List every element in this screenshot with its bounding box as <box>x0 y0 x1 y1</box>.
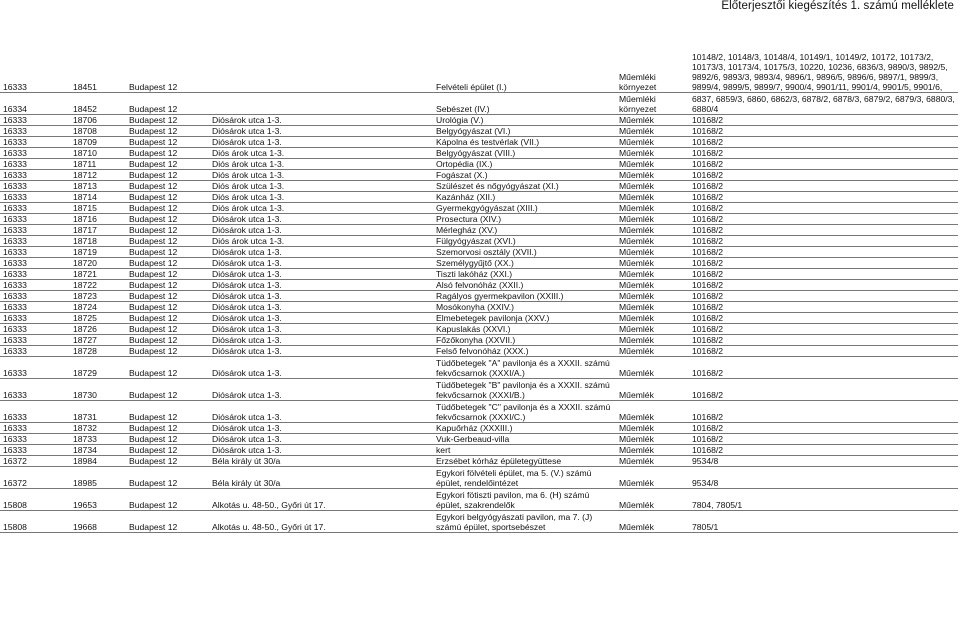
settlement-cell: Budapest 12 <box>126 159 209 170</box>
building-name-cell: Kazánház (XII.) <box>433 192 616 203</box>
protection-type-cell: Műemlék <box>616 335 689 346</box>
district-id-cell: 16333 <box>0 170 70 181</box>
address-cell: Diós árok utca 1-3. <box>209 148 433 159</box>
record-id-cell: 18723 <box>70 291 126 302</box>
address-cell: Diósárok utca 1-3. <box>209 379 433 401</box>
building-name-cell: Fülgyógyászat (XVI.) <box>433 236 616 247</box>
table-row <box>0 291 958 302</box>
table-row <box>0 126 958 137</box>
protection-type-cell: Műemlék <box>616 225 689 236</box>
building-name-cell: Alsó felvonóház (XXII.) <box>433 280 616 291</box>
address-cell: Diósárok utca 1-3. <box>209 445 433 456</box>
record-id-cell: 18714 <box>70 192 126 203</box>
address-cell: Diósárok utca 1-3. <box>209 291 433 302</box>
address-cell: Diósárok utca 1-3. <box>209 280 433 291</box>
settlement-cell: Budapest 12 <box>126 192 209 203</box>
table-row <box>0 159 958 170</box>
building-name-cell: Belgyógyászat (VI.) <box>433 126 616 137</box>
building-name-cell: Sebészet (IV.) <box>433 93 616 115</box>
district-id-cell: 16333 <box>0 335 70 346</box>
parcel-numbers-cell: 7805/1 <box>689 511 958 533</box>
protection-type-cell: Műemlék <box>616 170 689 181</box>
protection-type-cell: Műemlék <box>616 192 689 203</box>
settlement-cell: Budapest 12 <box>126 401 209 423</box>
parcel-numbers-cell: 9534/8 <box>689 467 958 489</box>
parcel-numbers-cell: 10168/2 <box>689 346 958 357</box>
settlement-cell: Budapest 12 <box>126 357 209 379</box>
table-row <box>0 489 958 511</box>
settlement-cell: Budapest 12 <box>126 467 209 489</box>
address-cell: Alkotás u. 48-50., Győri út 17. <box>209 511 433 533</box>
record-id-cell: 18710 <box>70 148 126 159</box>
record-id-cell: 18452 <box>70 93 126 115</box>
parcel-numbers-cell: 10168/2 <box>689 159 958 170</box>
settlement-cell: Budapest 12 <box>126 203 209 214</box>
building-name-cell: Kapuőrház (XXXIII.) <box>433 423 616 434</box>
record-id-cell: 18726 <box>70 324 126 335</box>
protection-type-cell: Műemlék <box>616 148 689 159</box>
table-row <box>0 346 958 357</box>
settlement-cell: Budapest 12 <box>126 346 209 357</box>
district-id-cell: 15808 <box>0 511 70 533</box>
settlement-cell: Budapest 12 <box>126 32 209 93</box>
settlement-cell: Budapest 12 <box>126 269 209 280</box>
parcel-numbers-cell: 10148/2, 10148/3, 10148/4, 10149/1, 10149/2, 10172, 10173/2, 10173/3, 10173/4, 10175/3, 10220, 10236, 6836/3, 9890/3, 9892/5, 9892/6, 9893/3, 9893/4, 9896/1, 9896/5, 9896/6, 9897/1, 9899/3, 9899/4, 9899/5, 9899/7, 9900/4, 9901/11, 9901/4, 9901/5, 9901/6, <box>689 32 958 93</box>
table-row <box>0 115 958 126</box>
district-id-cell: 16333 <box>0 445 70 456</box>
district-id-cell: 16333 <box>0 401 70 423</box>
settlement-cell: Budapest 12 <box>126 324 209 335</box>
district-id-cell: 16333 <box>0 291 70 302</box>
protection-type-cell: Műemlék <box>616 181 689 192</box>
table-row <box>0 214 958 225</box>
parcel-numbers-cell: 10168/2 <box>689 170 958 181</box>
district-id-cell: 16333 <box>0 32 70 93</box>
parcel-numbers-cell: 10168/2 <box>689 379 958 401</box>
building-name-cell: Mérlegház (XV.) <box>433 225 616 236</box>
building-name-cell: Ragályos gyermekpavilon (XXIII.) <box>433 291 616 302</box>
table-row <box>0 280 958 291</box>
address-cell: Diós árok utca 1-3. <box>209 192 433 203</box>
parcel-numbers-cell: 10168/2 <box>689 126 958 137</box>
protection-type-cell: Műemlék <box>616 456 689 467</box>
record-id-cell: 18711 <box>70 159 126 170</box>
parcel-numbers-cell: 10168/2 <box>689 247 958 258</box>
district-id-cell: 16333 <box>0 126 70 137</box>
record-id-cell: 18727 <box>70 335 126 346</box>
district-id-cell: 16333 <box>0 269 70 280</box>
table-row <box>0 445 958 456</box>
record-id-cell: 18712 <box>70 170 126 181</box>
address-cell: Diósárok utca 1-3. <box>209 269 433 280</box>
district-id-cell: 16333 <box>0 247 70 258</box>
record-id-cell: 18713 <box>70 181 126 192</box>
record-id-cell: 18722 <box>70 280 126 291</box>
settlement-cell: Budapest 12 <box>126 225 209 236</box>
settlement-cell: Budapest 12 <box>126 423 209 434</box>
table-row <box>0 181 958 192</box>
address-cell: Diósárok utca 1-3. <box>209 346 433 357</box>
settlement-cell: Budapest 12 <box>126 445 209 456</box>
record-id-cell: 19653 <box>70 489 126 511</box>
parcel-numbers-cell: 10168/2 <box>689 324 958 335</box>
district-id-cell: 16333 <box>0 346 70 357</box>
settlement-cell: Budapest 12 <box>126 379 209 401</box>
protection-type-cell: Műemlék <box>616 379 689 401</box>
protection-type-cell: Műemlék <box>616 115 689 126</box>
parcel-numbers-cell: 10168/2 <box>689 214 958 225</box>
settlement-cell: Budapest 12 <box>126 335 209 346</box>
record-id-cell: 18984 <box>70 456 126 467</box>
address-cell: Diós árok utca 1-3. <box>209 181 433 192</box>
protection-type-cell: Műemlék <box>616 236 689 247</box>
district-id-cell: 16333 <box>0 236 70 247</box>
protection-type-cell: Műemlék <box>616 423 689 434</box>
protection-type-cell: Műemlék <box>616 247 689 258</box>
address-cell: Diósárok utca 1-3. <box>209 401 433 423</box>
table-row <box>0 225 958 236</box>
district-id-cell: 16333 <box>0 181 70 192</box>
settlement-cell: Budapest 12 <box>126 258 209 269</box>
building-name-cell: Fogászat (X.) <box>433 170 616 181</box>
district-id-cell: 16333 <box>0 280 70 291</box>
protection-type-cell: Műemlék <box>616 401 689 423</box>
table-row <box>0 324 958 335</box>
parcel-numbers-cell: 10168/2 <box>689 258 958 269</box>
table-row <box>0 467 958 489</box>
table-row <box>0 379 958 401</box>
address-cell: Diósárok utca 1-3. <box>209 225 433 236</box>
building-name-cell: Kápolna és testvérlak (VII.) <box>433 137 616 148</box>
building-name-cell: Szülészet és nőgyógyászat (XI.) <box>433 181 616 192</box>
building-name-cell: Urológia (V.) <box>433 115 616 126</box>
parcel-numbers-cell: 10168/2 <box>689 236 958 247</box>
record-id-cell: 18718 <box>70 236 126 247</box>
building-name-cell: Kapuslakás (XXVI.) <box>433 324 616 335</box>
settlement-cell: Budapest 12 <box>126 170 209 181</box>
district-id-cell: 16333 <box>0 203 70 214</box>
table-row <box>0 357 958 379</box>
record-id-cell: 18709 <box>70 137 126 148</box>
record-id-cell: 18731 <box>70 401 126 423</box>
record-id-cell: 18717 <box>70 225 126 236</box>
parcel-numbers-cell: 10168/2 <box>689 115 958 126</box>
record-id-cell: 18733 <box>70 434 126 445</box>
address-cell: Diósárok utca 1-3. <box>209 335 433 346</box>
record-id-cell: 18985 <box>70 467 126 489</box>
building-name-cell: Ortopédia (IX.) <box>433 159 616 170</box>
table-row <box>0 247 958 258</box>
building-name-cell: Tüdőbetegek "A" pavilonja és a XXXII. számú fekvőcsarnok (XXXI/A.) <box>433 357 616 379</box>
address-cell: Béla király út 30/a <box>209 456 433 467</box>
address-cell: Diósárok utca 1-3. <box>209 434 433 445</box>
address-cell: Diós árok utca 1-3. <box>209 203 433 214</box>
settlement-cell: Budapest 12 <box>126 181 209 192</box>
district-id-cell: 16333 <box>0 115 70 126</box>
record-id-cell: 18720 <box>70 258 126 269</box>
parcel-numbers-cell: 10168/2 <box>689 335 958 346</box>
protection-type-cell: Műemlék <box>616 434 689 445</box>
record-id-cell: 18734 <box>70 445 126 456</box>
protection-type-cell: Műemlék <box>616 159 689 170</box>
district-id-cell: 16333 <box>0 148 70 159</box>
table-row <box>0 236 958 247</box>
building-name-cell: Felvételi épület (I.) <box>433 32 616 93</box>
parcel-numbers-cell: 10168/2 <box>689 313 958 324</box>
building-name-cell: Tüdőbetegek "C" pavilonja és a XXXII. számú fekvőcsarnok (XXXI/C.) <box>433 401 616 423</box>
parcel-numbers-cell: 10168/2 <box>689 401 958 423</box>
protection-type-cell: Műemlék <box>616 203 689 214</box>
address-cell: Diósárok utca 1-3. <box>209 137 433 148</box>
building-name-cell: Mosókonyha (XXIV.) <box>433 302 616 313</box>
protection-type-cell: Műemlék <box>616 467 689 489</box>
district-id-cell: 16333 <box>0 192 70 203</box>
address-cell: Diósárok utca 1-3. <box>209 258 433 269</box>
record-id-cell: 19668 <box>70 511 126 533</box>
parcel-numbers-cell: 10168/2 <box>689 280 958 291</box>
address-cell: Diósárok utca 1-3. <box>209 247 433 258</box>
settlement-cell: Budapest 12 <box>126 148 209 159</box>
building-name-cell: Prosectura (XIV.) <box>433 214 616 225</box>
record-id-cell: 18715 <box>70 203 126 214</box>
address-cell: Diósárok utca 1-3. <box>209 357 433 379</box>
parcel-numbers-cell: 10168/2 <box>689 357 958 379</box>
record-id-cell: 18724 <box>70 302 126 313</box>
record-id-cell: 18721 <box>70 269 126 280</box>
monument-table <box>0 32 958 533</box>
protection-type-cell: Műemlék <box>616 126 689 137</box>
table-row <box>0 423 958 434</box>
protection-type-cell: Műemlék <box>616 214 689 225</box>
address-cell: Diósárok utca 1-3. <box>209 302 433 313</box>
address-cell: Diósárok utca 1-3. <box>209 423 433 434</box>
building-name-cell: Erzsébet kórház épületegyüttese <box>433 456 616 467</box>
record-id-cell: 18725 <box>70 313 126 324</box>
table-row <box>0 401 958 423</box>
address-cell: Diós árok utca 1-3. <box>209 170 433 181</box>
record-id-cell: 18732 <box>70 423 126 434</box>
table-body <box>0 32 958 533</box>
protection-type-cell: Műemlék <box>616 445 689 456</box>
building-name-cell: Személygyűjtő (XX.) <box>433 258 616 269</box>
parcel-numbers-cell: 10168/2 <box>689 434 958 445</box>
building-name-cell: Felső felvonóház (XXX.) <box>433 346 616 357</box>
table-row <box>0 148 958 159</box>
protection-type-cell: Műemlék <box>616 346 689 357</box>
building-name-cell: kert <box>433 445 616 456</box>
table-row <box>0 511 958 533</box>
settlement-cell: Budapest 12 <box>126 456 209 467</box>
parcel-numbers-cell: 10168/2 <box>689 137 958 148</box>
address-cell: Diósárok utca 1-3. <box>209 115 433 126</box>
parcel-numbers-cell: 10168/2 <box>689 203 958 214</box>
address-cell: Diósárok utca 1-3. <box>209 313 433 324</box>
table-row <box>0 170 958 181</box>
protection-type-cell: Műemlék <box>616 269 689 280</box>
record-id-cell: 18730 <box>70 379 126 401</box>
building-name-cell: Főzőkonyha (XXVII.) <box>433 335 616 346</box>
settlement-cell: Budapest 12 <box>126 236 209 247</box>
protection-type-cell: Műemlék <box>616 489 689 511</box>
district-id-cell: 16334 <box>0 93 70 115</box>
record-id-cell: 18716 <box>70 214 126 225</box>
district-id-cell: 16372 <box>0 456 70 467</box>
address-cell: Alkotás u. 48-50., Győri út 17. <box>209 489 433 511</box>
table-row <box>0 258 958 269</box>
protection-type-cell: Műemlék <box>616 324 689 335</box>
building-name-cell: Tüdőbetegek "B" pavilonja és a XXXII. számú fekvőcsarnok (XXXI/B.) <box>433 379 616 401</box>
protection-type-cell: Műemlék <box>616 280 689 291</box>
settlement-cell: Budapest 12 <box>126 489 209 511</box>
settlement-cell: Budapest 12 <box>126 280 209 291</box>
address-cell <box>209 32 433 93</box>
table-row <box>0 434 958 445</box>
protection-type-cell: Műemlék <box>616 291 689 302</box>
parcel-numbers-cell: 6837, 6859/3, 6860, 6862/3, 6878/2, 6878/3, 6879/2, 6879/3, 6880/3, 6880/4 <box>689 93 958 115</box>
protection-type-cell: Műemléki környezet <box>616 32 689 93</box>
building-name-cell: Tiszti lakóház (XXI.) <box>433 269 616 280</box>
district-id-cell: 15808 <box>0 489 70 511</box>
district-id-cell: 16333 <box>0 258 70 269</box>
settlement-cell: Budapest 12 <box>126 302 209 313</box>
record-id-cell: 18708 <box>70 126 126 137</box>
settlement-cell: Budapest 12 <box>126 434 209 445</box>
address-cell: Diósárok utca 1-3. <box>209 214 433 225</box>
district-id-cell: 16333 <box>0 225 70 236</box>
building-name-cell: Gyermekgyógyászat (XIII.) <box>433 203 616 214</box>
address-cell: Diós árok utca 1-3. <box>209 159 433 170</box>
parcel-numbers-cell: 10168/2 <box>689 225 958 236</box>
protection-type-cell: Műemlék <box>616 258 689 269</box>
parcel-numbers-cell: 10168/2 <box>689 181 958 192</box>
settlement-cell: Budapest 12 <box>126 291 209 302</box>
settlement-cell: Budapest 12 <box>126 214 209 225</box>
protection-type-cell: Műemlék <box>616 511 689 533</box>
settlement-cell: Budapest 12 <box>126 511 209 533</box>
building-name-cell: Egykori belgyógyászati pavilon, ma 7. (J) számú épület, sportsebészet <box>433 511 616 533</box>
building-name-cell: Szemorvosi osztály (XVII.) <box>433 247 616 258</box>
building-name-cell: Egykori fötiszti pavilon, ma 6. (H) számú épület, szakrendelők <box>433 489 616 511</box>
building-name-cell: Elmebetegek pavilonja (XXV.) <box>433 313 616 324</box>
district-id-cell: 16333 <box>0 379 70 401</box>
protection-type-cell: Műemlék <box>616 137 689 148</box>
address-cell: Béla király út 30/a <box>209 467 433 489</box>
settlement-cell: Budapest 12 <box>126 115 209 126</box>
table-row <box>0 302 958 313</box>
parcel-numbers-cell: 10168/2 <box>689 445 958 456</box>
parcel-numbers-cell: 9534/8 <box>689 456 958 467</box>
table-row <box>0 93 958 115</box>
district-id-cell: 16333 <box>0 357 70 379</box>
address-cell: Diósárok utca 1-3. <box>209 126 433 137</box>
protection-type-cell: Műemléki környezet <box>616 93 689 115</box>
record-id-cell: 18729 <box>70 357 126 379</box>
settlement-cell: Budapest 12 <box>126 126 209 137</box>
district-id-cell: 16333 <box>0 324 70 335</box>
district-id-cell: 16372 <box>0 467 70 489</box>
parcel-numbers-cell: 7804, 7805/1 <box>689 489 958 511</box>
settlement-cell: Budapest 12 <box>126 93 209 115</box>
building-name-cell: Egykori fölvételi épület, ma 5. (V.) számú épület, rendelőintézet <box>433 467 616 489</box>
table-row <box>0 32 958 93</box>
parcel-numbers-cell: 10168/2 <box>689 269 958 280</box>
protection-type-cell: Műemlék <box>616 302 689 313</box>
protection-type-cell: Műemlék <box>616 357 689 379</box>
table-row <box>0 269 958 280</box>
address-cell: Diós árok utca 1-3. <box>209 236 433 247</box>
table-row <box>0 137 958 148</box>
district-id-cell: 16333 <box>0 302 70 313</box>
address-cell: Diósárok utca 1-3. <box>209 324 433 335</box>
parcel-numbers-cell: 10168/2 <box>689 148 958 159</box>
district-id-cell: 16333 <box>0 423 70 434</box>
district-id-cell: 16333 <box>0 313 70 324</box>
protection-type-cell: Műemlék <box>616 313 689 324</box>
building-name-cell: Vuk-Gerbeaud-villa <box>433 434 616 445</box>
record-id-cell: 18728 <box>70 346 126 357</box>
district-id-cell: 16333 <box>0 137 70 148</box>
district-id-cell: 16333 <box>0 214 70 225</box>
settlement-cell: Budapest 12 <box>126 137 209 148</box>
record-id-cell: 18451 <box>70 32 126 93</box>
page-header-title: Előterjesztői kiegészítés 1. számú melléklete <box>721 0 954 12</box>
table-row <box>0 335 958 346</box>
parcel-numbers-cell: 10168/2 <box>689 423 958 434</box>
record-id-cell: 18706 <box>70 115 126 126</box>
record-id-cell: 18719 <box>70 247 126 258</box>
settlement-cell: Budapest 12 <box>126 247 209 258</box>
building-name-cell: Belgyógyászat (VIII.) <box>433 148 616 159</box>
settlement-cell: Budapest 12 <box>126 313 209 324</box>
table-row <box>0 203 958 214</box>
table-row <box>0 456 958 467</box>
district-id-cell: 16333 <box>0 434 70 445</box>
table-row <box>0 313 958 324</box>
parcel-numbers-cell: 10168/2 <box>689 192 958 203</box>
table-row <box>0 192 958 203</box>
address-cell <box>209 93 433 115</box>
district-id-cell: 16333 <box>0 159 70 170</box>
parcel-numbers-cell: 10168/2 <box>689 291 958 302</box>
parcel-numbers-cell: 10168/2 <box>689 302 958 313</box>
